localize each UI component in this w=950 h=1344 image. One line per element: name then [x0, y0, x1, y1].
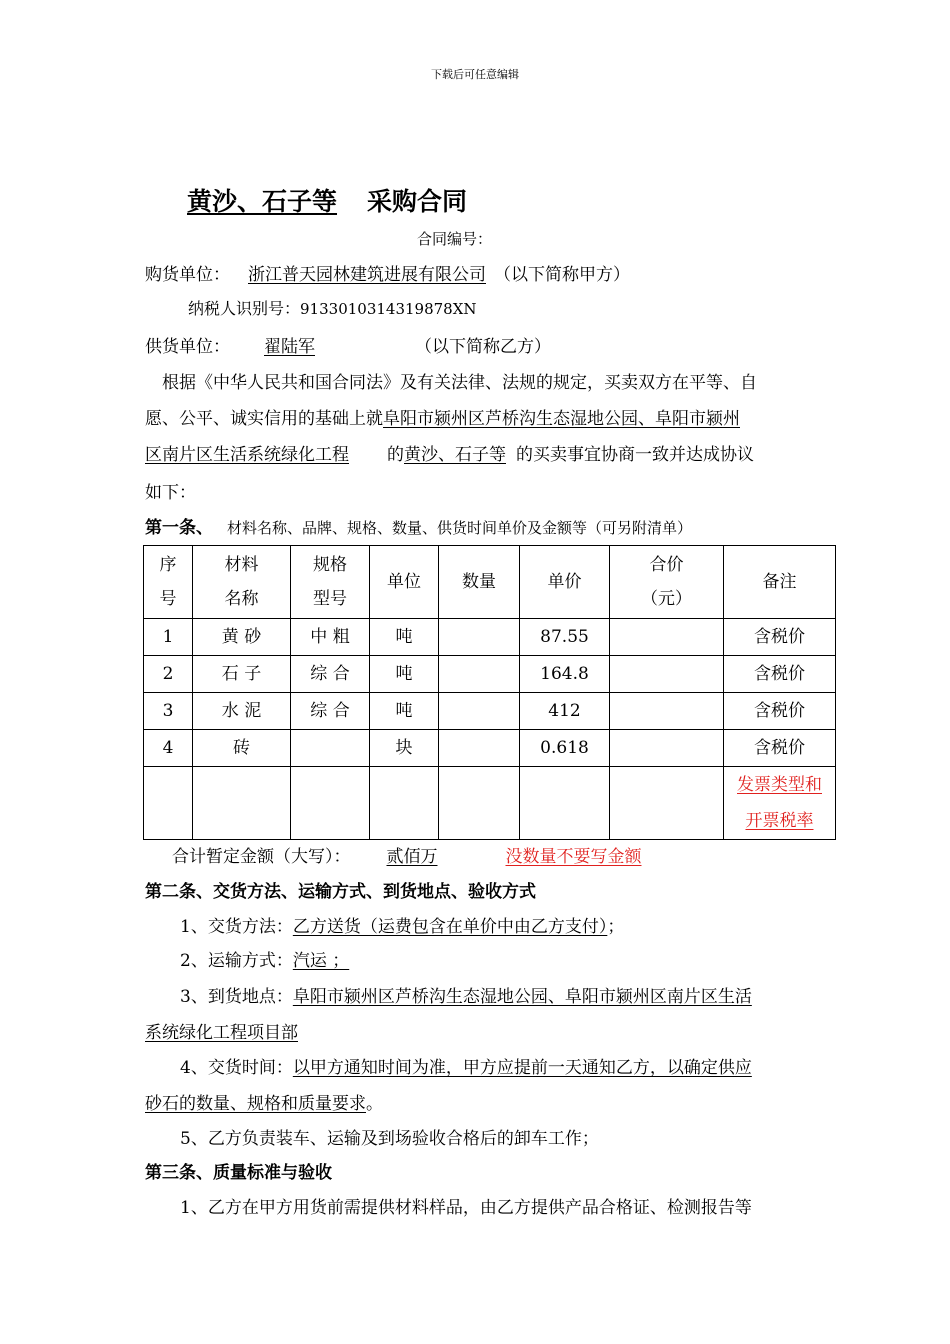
header-name: 材料 名称	[193, 546, 291, 619]
total-value: 贰佰万	[386, 847, 438, 867]
cell-remark: 含税价	[724, 619, 836, 656]
contract-no	[417, 228, 522, 249]
item4-end: 。	[366, 1094, 383, 1114]
article1-line	[145, 513, 692, 538]
buyer-line	[145, 260, 630, 285]
buyer-label: 购货单位：	[145, 265, 230, 285]
contract-title	[145, 182, 467, 218]
cell-remark: 含税价	[724, 730, 836, 767]
seller-line	[145, 332, 551, 357]
cell-total	[610, 656, 724, 693]
cell-qty	[439, 730, 520, 767]
cell-spec: 综 合	[291, 693, 370, 730]
cell-name	[193, 767, 291, 840]
table-row	[144, 730, 836, 767]
buyer-note: （以下简称甲方）	[494, 265, 630, 285]
cell-unit: 吨	[370, 693, 439, 730]
contract-no-blank	[492, 230, 522, 248]
article1-heading: 第一条、	[145, 518, 213, 538]
intro-line-3	[145, 440, 754, 465]
intro-line-1: 根据《中华人民共和国合同法》及有关法律、法规的规定，买卖双方在平等、自	[162, 373, 757, 393]
cell-total	[610, 767, 724, 840]
item4-label: 4、交货时间：	[180, 1058, 293, 1078]
cell-no: 4	[144, 730, 193, 767]
header-spec: 规格 型号	[291, 546, 370, 619]
header-no: 序 号	[144, 546, 193, 619]
cell-spec: 中 粗	[291, 619, 370, 656]
cell-price: 164.8	[520, 656, 610, 693]
cell-spec	[291, 767, 370, 840]
tax-id: 9133010314319878XN	[300, 300, 477, 318]
article2-item-4	[180, 1053, 752, 1078]
item2-value: 汽运 ；	[292, 951, 350, 971]
cell-remark: 含税价	[724, 656, 836, 693]
cell-unit: 吨	[370, 656, 439, 693]
header-price: 单价	[520, 546, 610, 619]
table-row	[144, 656, 836, 693]
invoice-note: 发票类型和 开票税率	[724, 767, 836, 840]
seller-name: 翟陆军	[264, 337, 315, 357]
table-row	[144, 693, 836, 730]
cell-price: 412	[520, 693, 610, 730]
cell-total	[610, 730, 724, 767]
intro-rest: 的买卖事宜协商一致并达成协议	[516, 445, 754, 465]
header-total: 合价 （元）	[610, 546, 724, 619]
article2-item-3-cont	[145, 1018, 324, 1043]
title-rest: 采购合同	[367, 187, 468, 216]
cell-no	[144, 767, 193, 840]
tax-label: 纳税人识别号：	[188, 299, 301, 318]
cell-price: 0.618	[520, 730, 610, 767]
contract-no-label: 合同编号：	[417, 230, 493, 248]
cell-qty	[439, 656, 520, 693]
cell-no: 3	[144, 693, 193, 730]
article2-item-3	[180, 982, 752, 1007]
cell-price: 87.55	[520, 619, 610, 656]
project-name-2: 区南片区生活系统绿化工程	[145, 445, 349, 465]
cell-qty	[439, 767, 520, 840]
article2-item-2	[180, 946, 349, 971]
header-remark: 备注	[724, 546, 836, 619]
cell-no: 1	[144, 619, 193, 656]
total-note: 没数量不要写金额	[505, 847, 642, 867]
intro-text: 愿、公平、诚实信用的基础上就	[145, 409, 383, 429]
article2-heading: 第二条、交货方法、运输方式、到货地点、验收方式	[145, 882, 536, 902]
header-unit: 单位	[370, 546, 439, 619]
cell-spec: 综 合	[291, 656, 370, 693]
cell-qty	[439, 619, 520, 656]
header-note: 下载后可任意编辑	[431, 68, 519, 81]
materials-table	[143, 545, 836, 840]
item3-value-b: 系统绿化工程项目部	[145, 1023, 298, 1043]
item3-value-a: 阜阳市颍州区芦桥沟生态湿地公园、阜阳市颍州区南片区生活	[292, 987, 752, 1007]
seller-note: （以下简称乙方）	[415, 337, 551, 357]
cell-qty	[439, 693, 520, 730]
article1-text: 材料名称、品牌、规格、数量、供货时间单价及金额等（可另附清单）	[227, 519, 693, 537]
article2-item-4-cont	[145, 1089, 383, 1114]
goods-name: 黄沙、石子等	[404, 445, 506, 465]
item1-value: 乙方送货（运费包含在单价中由乙方支付）	[292, 917, 608, 937]
intro-of: 的	[387, 445, 404, 465]
table-row-empty	[144, 767, 836, 840]
cell-unit: 块	[370, 730, 439, 767]
cell-spec	[291, 730, 370, 767]
seller-label: 供货单位：	[145, 337, 230, 357]
cell-name: 砖	[193, 730, 291, 767]
article3-heading: 第三条、质量标准与验收	[145, 1163, 332, 1183]
buyer-name: 浙江普天园林建筑进展有限公司	[248, 265, 486, 285]
item4-value-b: 砂石的数量、规格和质量要求	[145, 1094, 366, 1114]
intro-line-2	[145, 404, 740, 429]
article2-item-5: 5、乙方负责装车、运输及到场验收合格后的卸车工作；	[180, 1129, 599, 1149]
title-goods: 黄沙、石子等	[187, 187, 338, 216]
cell-total	[610, 693, 724, 730]
header-qty: 数量	[439, 546, 520, 619]
cell-remark: 含税价	[724, 693, 836, 730]
cell-unit: 吨	[370, 619, 439, 656]
total-label: 合计暂定金额（大写）：	[172, 847, 351, 867]
table-row	[144, 619, 836, 656]
cell-no: 2	[144, 656, 193, 693]
item1-label: 1、交货方法：	[180, 917, 293, 937]
cell-name: 黄 砂	[193, 619, 291, 656]
article3-item-1: 1、乙方在甲方用货前需提供材料样品，由乙方提供产品合格证、检测报告等	[180, 1198, 752, 1218]
project-name-1: 阜阳市颍州区芦桥沟生态湿地公园、阜阳市颍州	[383, 409, 740, 429]
buyer-tax-line	[188, 296, 477, 319]
cell-total	[610, 619, 724, 656]
item2-label: 2、运输方式：	[180, 951, 293, 971]
item1-end: ；	[607, 917, 625, 937]
item3-label: 3、到货地点：	[180, 987, 293, 1007]
cell-price	[520, 767, 610, 840]
total-line	[172, 842, 642, 867]
intro-line-4: 如下：	[145, 483, 196, 503]
cell-unit	[370, 767, 439, 840]
item4-value-a: 以甲方通知时间为准，甲方应提前一天通知乙方，以确定供应	[292, 1058, 752, 1078]
table-header-row	[144, 546, 836, 619]
cell-name: 石 子	[193, 656, 291, 693]
article2-item-1	[180, 912, 624, 937]
cell-name: 水 泥	[193, 693, 291, 730]
